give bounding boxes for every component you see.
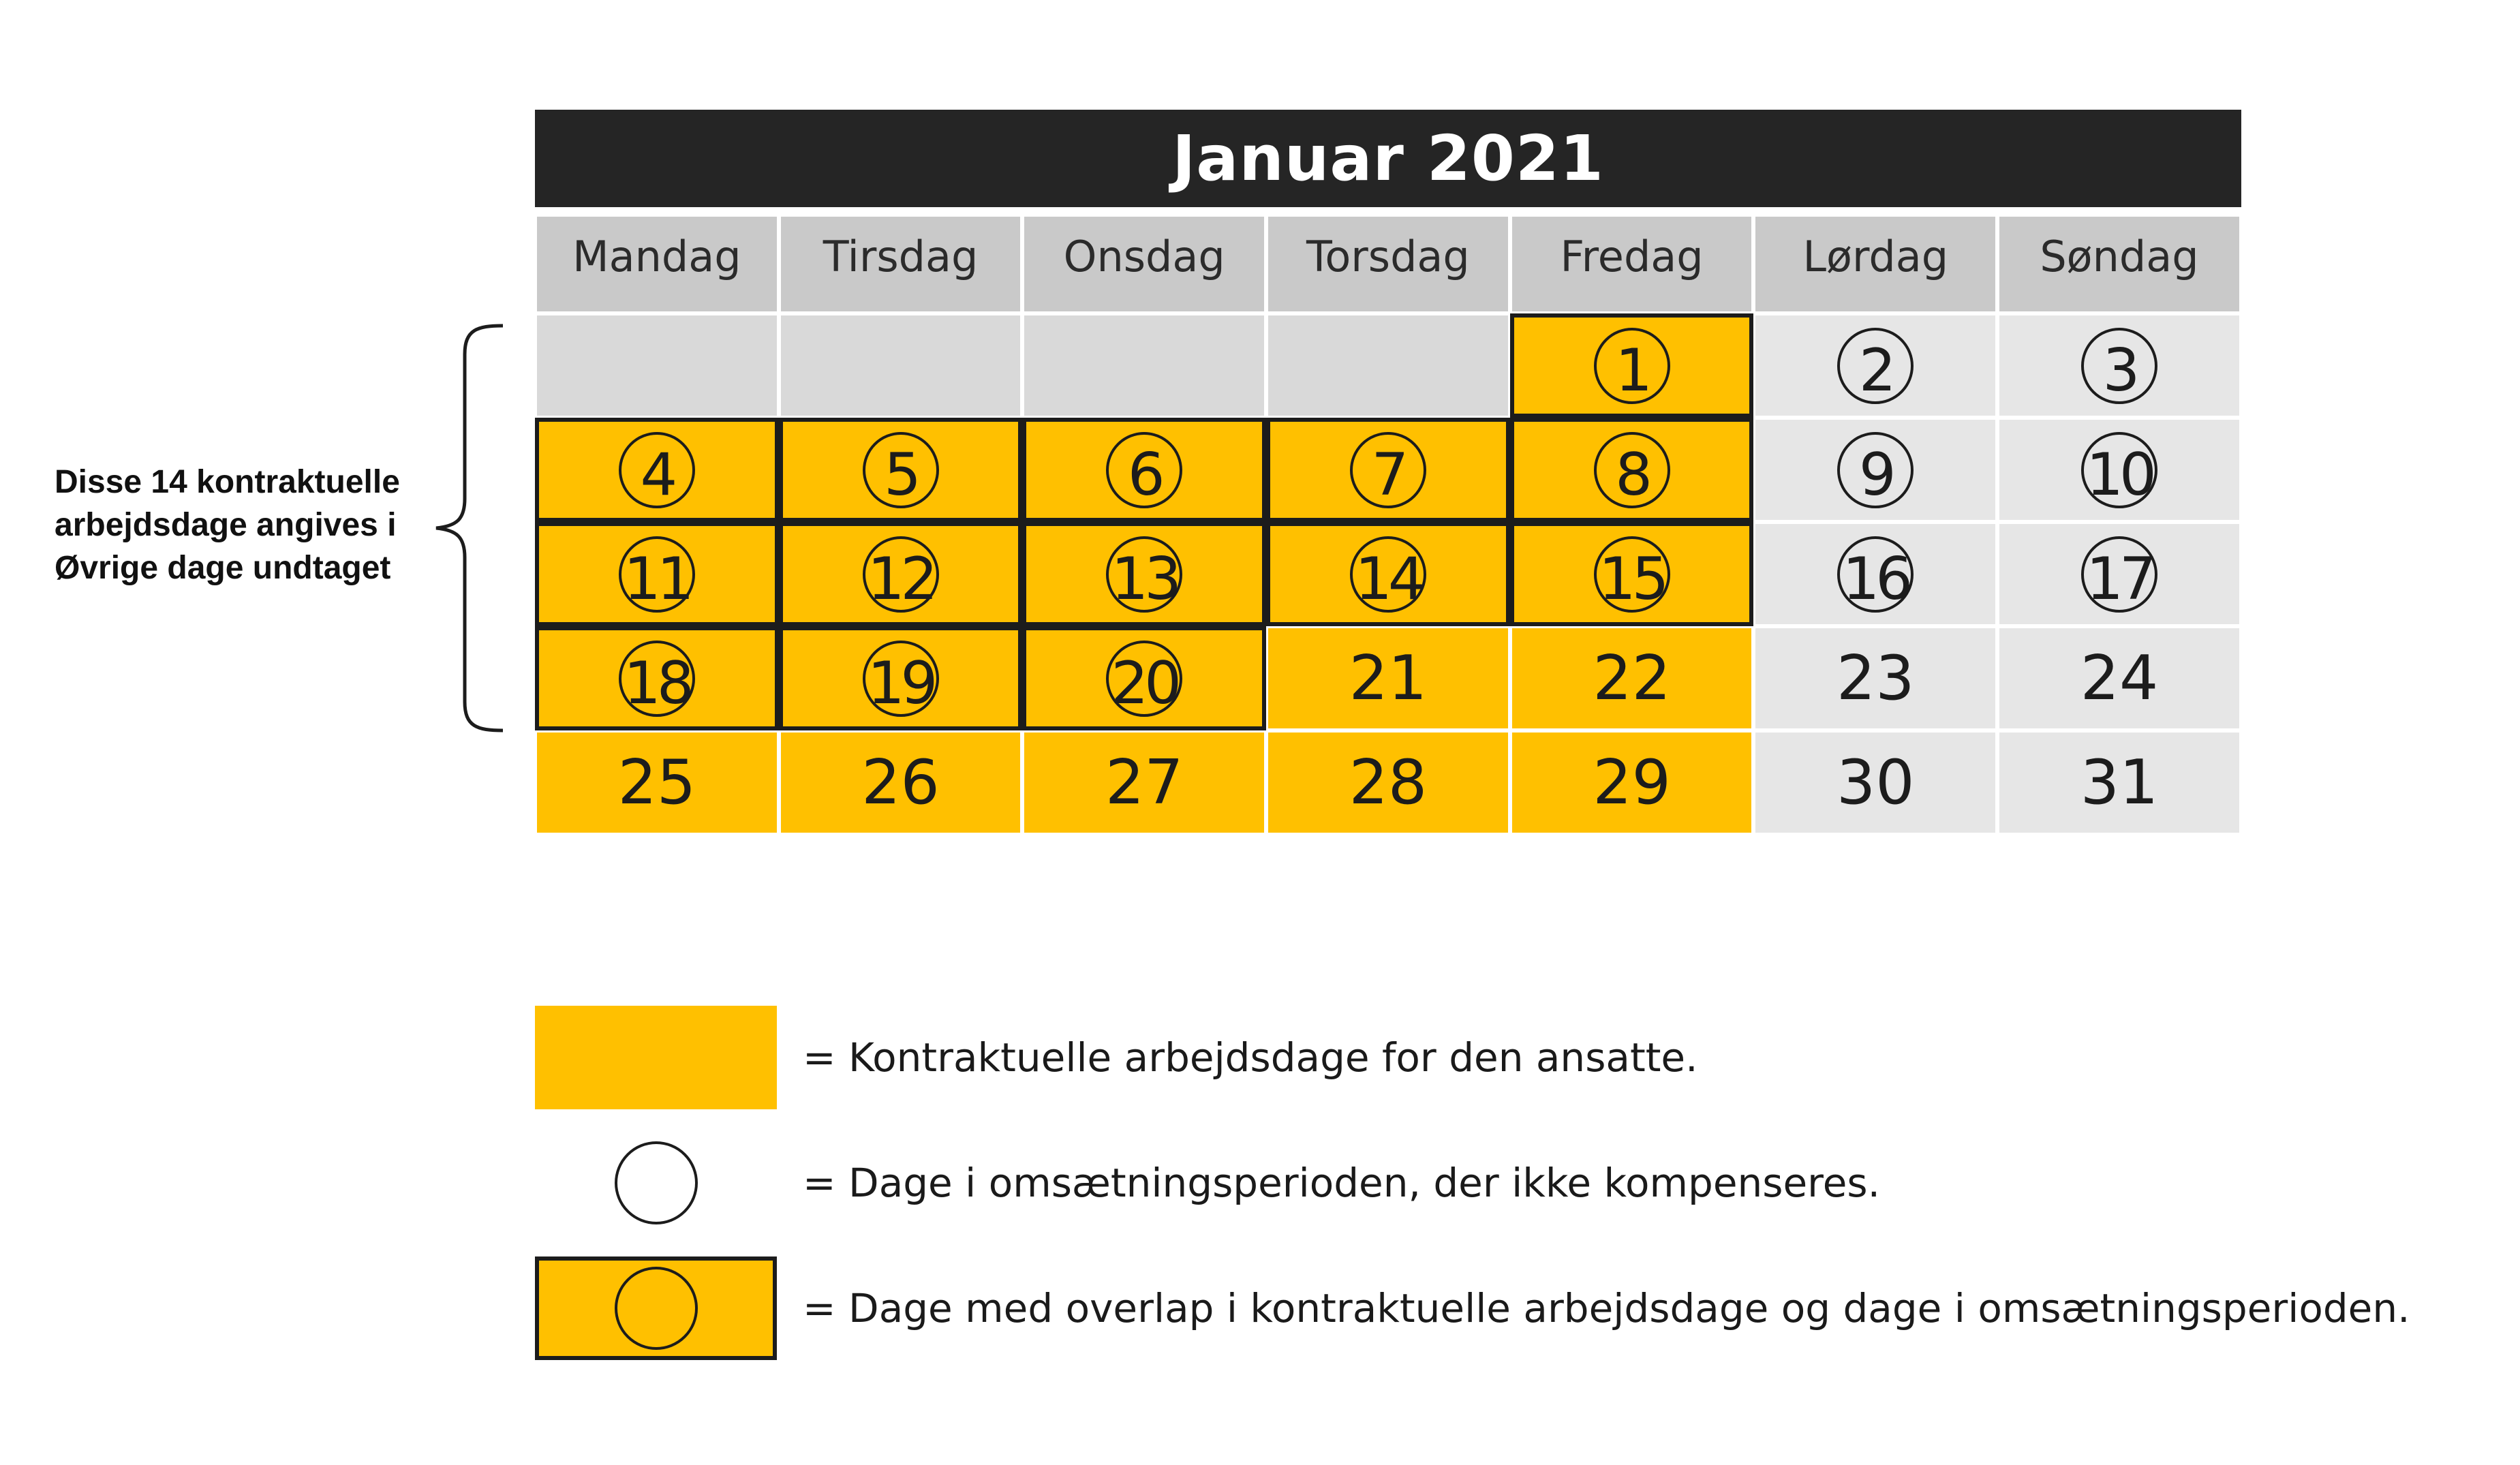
weekday-thursday: Torsdag: [1266, 215, 1510, 313]
day-cell: [535, 730, 779, 835]
day-number: 1: [1615, 336, 1648, 405]
weekday-sunday: Søndag: [1997, 215, 2241, 313]
legend-contract-text: = Kontraktuelle arbejdsdage for den ansatte.: [803, 1034, 1698, 1081]
circle-icon: [863, 432, 939, 508]
day-number: 30: [1837, 746, 1915, 818]
legend-row-overlap: [535, 1256, 2410, 1360]
calendar: [535, 110, 2241, 835]
day-number: 19: [867, 649, 934, 718]
day-cell: [535, 418, 779, 522]
day-number: 27: [1105, 746, 1184, 818]
legend-boxed-swatch: [535, 1256, 777, 1360]
circle-icon: [1106, 641, 1182, 717]
day-cell: [1753, 418, 1997, 522]
legend-yellow-swatch: [535, 1006, 777, 1109]
day-cell: [779, 730, 1023, 835]
circle-icon: [1106, 432, 1182, 508]
circle-icon: [1837, 328, 1914, 404]
legend-circle-text: = Dage i omsætningsperioden, der ikke kompenseres.: [803, 1160, 1881, 1206]
day-number: 31: [2080, 746, 2159, 818]
day-number: 25: [617, 746, 696, 818]
day-number: 14: [1355, 544, 1422, 613]
day-cell: [1510, 522, 1754, 626]
day-cell: [1022, 418, 1266, 522]
legend-overlap-text: = Dage med overlap i kontraktuelle arbejdsdage og dage i omsætningsperioden.: [803, 1285, 2410, 1331]
circle-icon: [863, 641, 939, 717]
day-number: 23: [1837, 642, 1915, 714]
side-note-line-3: Øvrige dage undtaget: [55, 550, 391, 586]
circle-icon: [2081, 432, 2157, 508]
day-cell: [1753, 313, 1997, 418]
circle-icon: [1837, 536, 1914, 613]
day-number: 21: [1349, 642, 1428, 714]
legend-circle-swatch: [535, 1131, 777, 1235]
legend-row-contract: [535, 1006, 1698, 1109]
side-note-line-2: arbejdsdage angives i: [55, 507, 397, 543]
day-number: 10: [2086, 440, 2153, 509]
day-cell: [1266, 626, 1510, 730]
day-cell: [1753, 522, 1997, 626]
day-cell: [1510, 313, 1754, 418]
day-cell: [1510, 418, 1754, 522]
day-cell: [1753, 730, 1997, 835]
day-cell: [1510, 626, 1754, 730]
day-number: 17: [2086, 544, 2153, 613]
day-number: 24: [2080, 642, 2159, 714]
day-number: 16: [1842, 544, 1909, 613]
calendar-title: Januar 2021: [535, 110, 2241, 207]
empty-day-cell: [1266, 313, 1510, 418]
day-cell: [535, 626, 779, 730]
day-cell: [1266, 730, 1510, 835]
day-cell: [1997, 730, 2241, 835]
day-cell: [1997, 522, 2241, 626]
circle-icon: [2081, 536, 2157, 613]
circle-icon: [1594, 536, 1670, 613]
day-number: 28: [1349, 746, 1428, 818]
circle-icon: [619, 432, 695, 508]
day-number: 5: [884, 440, 917, 509]
day-number: 8: [1615, 440, 1648, 509]
day-number: 6: [1127, 440, 1161, 509]
day-number: 4: [640, 440, 674, 509]
day-number: 3: [2102, 336, 2136, 405]
day-cell: [1753, 626, 1997, 730]
circle-icon: [1106, 536, 1182, 613]
day-number: 29: [1593, 746, 1671, 818]
day-number: 2: [1858, 336, 1892, 405]
day-number: 7: [1371, 440, 1405, 509]
circle-icon: [1594, 328, 1670, 404]
circle-icon: [615, 1267, 698, 1350]
day-cell: [1997, 418, 2241, 522]
side-note: [55, 461, 436, 589]
circle-icon: [1594, 432, 1670, 508]
day-cell: [1022, 626, 1266, 730]
day-cell: [779, 522, 1023, 626]
day-cell: [1997, 313, 2241, 418]
weekday-tuesday: Tirsdag: [779, 215, 1023, 313]
day-number: 13: [1111, 544, 1178, 613]
weekday-friday: Fredag: [1510, 215, 1754, 313]
day-cell: [1022, 522, 1266, 626]
day-number: 20: [1111, 649, 1178, 718]
circle-icon: [1350, 432, 1426, 508]
weekday-monday: Mandag: [535, 215, 779, 313]
legend-row-circle: [535, 1131, 1880, 1235]
day-cell: [1266, 418, 1510, 522]
day-number: 11: [624, 544, 690, 613]
circle-icon: [863, 536, 939, 613]
day-cell: [1510, 730, 1754, 835]
side-note-line-1: Disse 14 kontraktuelle: [55, 464, 400, 500]
day-number: 12: [867, 544, 934, 613]
day-cell: [1997, 626, 2241, 730]
day-cell: [779, 418, 1023, 522]
circle-icon: [2081, 328, 2157, 404]
circle-icon: [1837, 432, 1914, 508]
empty-day-cell: [1022, 313, 1266, 418]
title-gap: [535, 207, 2241, 215]
day-number: 9: [1858, 440, 1892, 509]
day-number: 15: [1598, 544, 1665, 613]
circle-icon: [619, 536, 695, 613]
circle-icon: [1350, 536, 1426, 613]
day-number: 22: [1593, 642, 1671, 714]
circle-icon: [619, 641, 695, 717]
day-cell: [779, 626, 1023, 730]
day-cell: [535, 522, 779, 626]
calendar-grid: [535, 215, 2241, 835]
day-number: 18: [624, 649, 690, 718]
day-cell: [1022, 730, 1266, 835]
day-number: 26: [861, 746, 940, 818]
day-cell: [1266, 522, 1510, 626]
weekday-saturday: Lørdag: [1753, 215, 1997, 313]
weekday-wednesday: Onsdag: [1022, 215, 1266, 313]
empty-day-cell: [535, 313, 779, 418]
empty-day-cell: [779, 313, 1023, 418]
circle-icon: [615, 1141, 698, 1224]
